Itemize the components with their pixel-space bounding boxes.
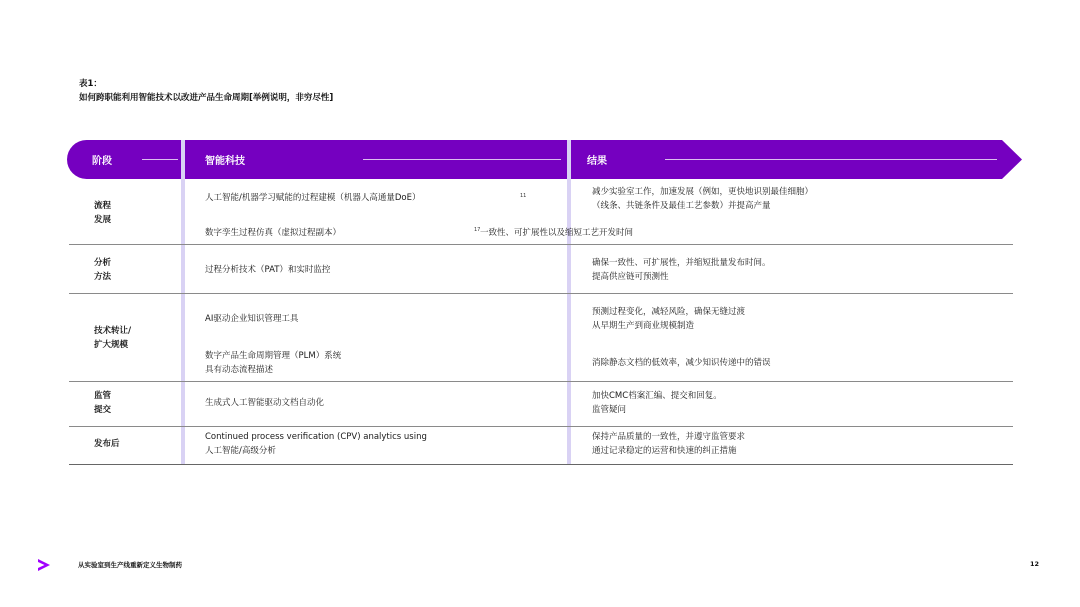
stage-cell: 流程 发展	[94, 201, 112, 225]
column-divider-tech	[181, 179, 185, 464]
tech-item: 数字孪生过程仿真（虚拟过程副本）	[205, 228, 342, 238]
header-tech: 智能科技	[205, 156, 245, 167]
result-overflow-text: 一致性、可扩展性以及缩短工艺开发时间	[480, 228, 634, 238]
result-cell: 确保一致性、可扩展性，并缩短批量发布时间。 提高供应链可预测性	[592, 258, 771, 282]
stage-cell: 分析 方法	[94, 258, 112, 282]
tech-item: Continued process verification (CPV) analytics using 人工智能/高级分析	[205, 432, 427, 456]
header-result: 结果	[587, 156, 607, 167]
result-cell: 保持产品质量的一致性，并遵守监管要求 通过记录稳定的运营和快速的纠正措施	[592, 432, 746, 456]
tech-item: 生成式人工智能驱动文档自动化	[205, 398, 325, 408]
stage-cell: 监管 提交	[94, 391, 112, 415]
tech-item: AI驱动企业知识管理工具	[205, 314, 299, 324]
result-cell: 加快CMC档案汇编、提交和回复。 监管疑问	[592, 391, 722, 415]
header-stage: 阶段	[92, 156, 112, 167]
chevron-right-icon	[37, 557, 51, 576]
header-tech-rule	[363, 159, 561, 160]
table-header-banner	[67, 140, 1022, 179]
footer-title: 从实验室到生产线重新定义生物制药	[78, 561, 182, 569]
footnote-mark: 11	[520, 193, 527, 199]
table-label: 表1：	[79, 79, 102, 89]
result-cell: 预测过程变化，减轻风险，确保无缝过渡 从早期生产到商业规模制造	[592, 307, 746, 331]
tech-item: 数字产品生命周期管理（PLM）系统 具有动态流程描述	[205, 351, 342, 375]
table-bottom-rule	[69, 464, 1013, 465]
tech-item: 过程分析技术（PAT）和实时监控	[205, 265, 331, 275]
header-result-rule	[665, 159, 997, 160]
row-divider	[69, 381, 1013, 382]
row-divider	[69, 426, 1013, 427]
result-cell: 消除静态文档的低效率，减少知识传递中的错误	[592, 358, 771, 368]
stage-cell: 技术转让/ 扩大规模	[94, 326, 132, 350]
table-title: 如何跨职能利用智能技术以改进产品生命周期[举例说明，非穷尽性]	[79, 93, 334, 103]
row-divider	[69, 293, 1013, 294]
result-cell: 减少实验室工作，加速发展（例如，更快地识别最佳细胞） （线条、共链条件及最佳工艺参数）并提高产量	[592, 187, 814, 211]
header-stage-rule	[142, 159, 178, 160]
page-number: 12	[1030, 560, 1040, 568]
tech-item: 人工智能/机器学习赋能的过程建模（机器人高通量DoE）	[205, 193, 421, 203]
stage-cell: 发布后	[94, 439, 120, 449]
table-caption	[79, 77, 333, 105]
footnote-mark: 17	[474, 227, 481, 233]
row-divider	[69, 244, 1013, 245]
column-divider-result	[567, 179, 571, 464]
